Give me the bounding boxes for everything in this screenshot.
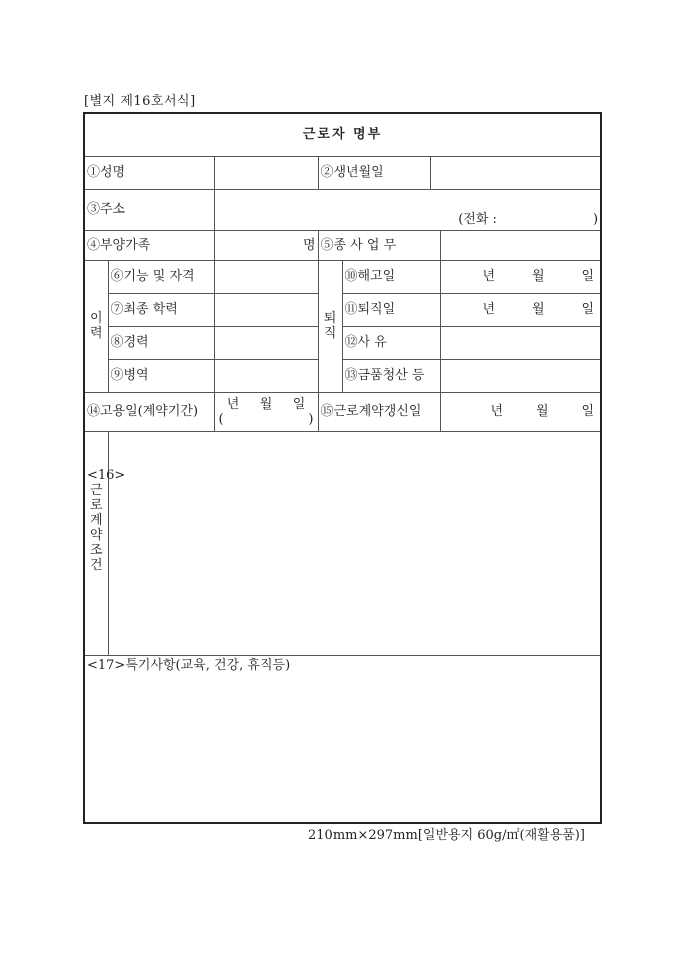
address-label: ③주소 xyxy=(84,189,214,230)
military-label: ⑨병역 xyxy=(108,359,214,392)
employment-label: ⑭고용일(계약기간) xyxy=(84,392,214,431)
reason-label: ⑫사 유 xyxy=(342,326,440,359)
dependents-unit: 명 xyxy=(302,237,316,253)
retirement-day: 일 xyxy=(581,302,594,317)
dismissal-month: 월 xyxy=(531,269,545,284)
conditions-char: 로 xyxy=(89,497,103,513)
renewal-day: 일 xyxy=(581,404,594,419)
address-input[interactable] xyxy=(214,189,601,230)
settlement-input[interactable] xyxy=(440,359,601,392)
contract-paren-open: ( xyxy=(218,411,224,427)
history-label-char-1: 이 xyxy=(89,311,103,326)
conditions-char: 근 xyxy=(89,482,103,498)
employment-month: 월 xyxy=(259,396,273,412)
renewal-label: ⑮근로계약갱신일 xyxy=(318,392,440,431)
retire-label-char-2: 직 xyxy=(323,326,337,341)
phone-open: (전화 : xyxy=(458,211,497,227)
birth-label: ②생년월일 xyxy=(318,156,430,189)
name-input[interactable] xyxy=(214,156,318,189)
education-label: ⑦최종 학력 xyxy=(108,293,214,326)
skills-input[interactable] xyxy=(214,260,318,293)
conditions-char: 조 xyxy=(89,542,103,558)
conditions-char: 계 xyxy=(89,512,103,528)
retirement-date-input[interactable] xyxy=(440,293,601,326)
employment-day: 일 xyxy=(292,396,306,412)
education-input[interactable] xyxy=(214,293,318,326)
dismissal-day: 일 xyxy=(581,269,594,284)
conditions-label xyxy=(84,431,126,655)
reason-input[interactable] xyxy=(440,326,601,359)
birth-input[interactable] xyxy=(430,156,601,189)
notes-label: <17>특기사항(교육, 건강, 휴직등) xyxy=(87,657,291,673)
dependents-input[interactable] xyxy=(214,230,318,260)
dependents-label: ④부양가족 xyxy=(84,230,214,260)
conditions-input[interactable] xyxy=(108,431,601,655)
renewal-date-input[interactable] xyxy=(440,392,601,431)
conditions-char: 건 xyxy=(89,557,103,573)
employment-date-input[interactable] xyxy=(214,392,318,431)
worker-register-form xyxy=(83,112,602,824)
retirement-label: ⑪퇴직일 xyxy=(342,293,440,326)
job-label: ⑤종 사 업 무 xyxy=(318,230,440,260)
retirement-month: 월 xyxy=(531,302,545,317)
renewal-year: 년 xyxy=(490,404,504,419)
phone-close: ) xyxy=(592,211,599,227)
dismissal-year: 년 xyxy=(482,269,496,284)
history-section-label xyxy=(84,260,108,392)
contract-paren-close: ) xyxy=(308,411,314,427)
conditions-char: 약 xyxy=(89,527,103,543)
retire-section-label xyxy=(318,260,342,392)
history-label-char-2: 력 xyxy=(89,326,103,341)
name-label: ①성명 xyxy=(84,156,214,189)
form-title: 근로자 명부 xyxy=(84,113,601,156)
form-caption: [별지 제16호서식] xyxy=(84,94,196,109)
skills-label: ⑥기능 및 자격 xyxy=(108,260,214,293)
conditions-num: <16> xyxy=(87,467,126,483)
dismissal-label: ⑩해고일 xyxy=(342,260,440,293)
retirement-year: 년 xyxy=(482,302,496,317)
notes-area[interactable] xyxy=(84,655,601,823)
paper-spec-footer: 210mm×297mm[일반용지 60g/㎡(재활용품)] xyxy=(308,828,585,843)
dismissal-date-input[interactable] xyxy=(440,260,601,293)
settlement-label: ⑬금품청산 등 xyxy=(342,359,440,392)
career-label: ⑧경력 xyxy=(108,326,214,359)
employment-year: 년 xyxy=(226,396,240,412)
career-input[interactable] xyxy=(214,326,318,359)
military-input[interactable] xyxy=(214,359,318,392)
job-input[interactable] xyxy=(440,230,601,260)
retire-label-char-1: 퇴 xyxy=(323,311,337,326)
renewal-month: 월 xyxy=(535,404,549,419)
